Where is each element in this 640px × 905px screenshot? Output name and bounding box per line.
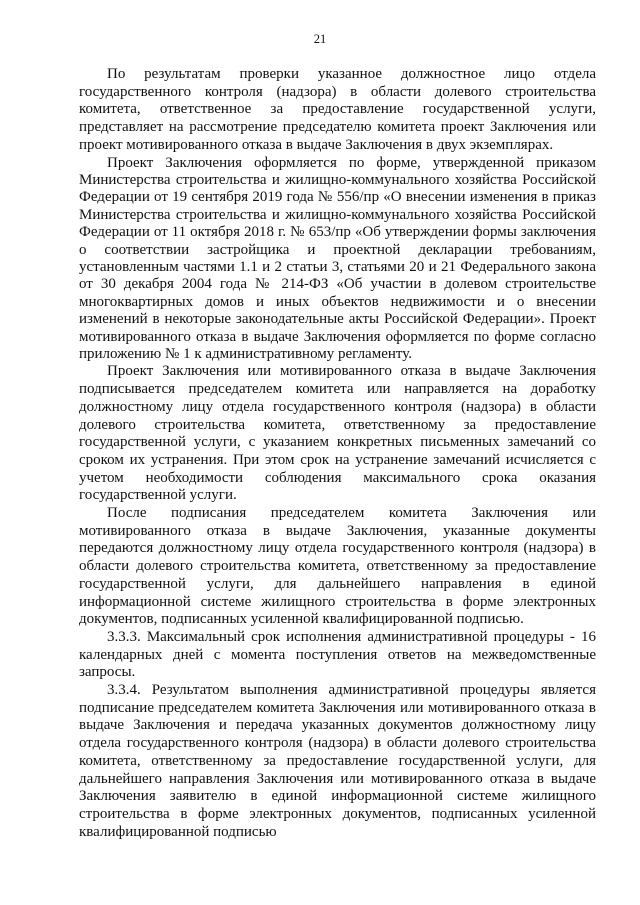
document-body <box>79 66 596 841</box>
paragraph-3-3-3: 3.3.3. Максимальный срок исполнения административной процедуры - 16 календарных дней с момента поступления ответов на межведомственные запросы. <box>79 628 596 681</box>
page-number: 21 <box>313 32 327 46</box>
paragraph-after-signing: После подписания председателем комитета Заключения или мотивированного отказа в выдаче Заключения, указанные документы передаются должностному лицу отдела государственного контроля (надзора) в области долевого строительства комитета, ответственному за предоставление государственной услуги, для дальнейшего направления в единой информационной системе жилищного строительства в форме электронных документов, подписанных усиленной квалифицированной подписью. <box>79 505 596 628</box>
paragraph-review-result: По результатам проверки указанное должностное лицо отдела государственного контроля (надзора) в области долевого строительства комитета, ответственное за предоставление государственной услуги, представляет на рассмотрение председателю комитета проект Заключения или проект мотивированного отказа в выдаче Заключения в двух экземплярах. <box>79 66 596 153</box>
paragraph-signing: Проект Заключения или мотивированного отказа в выдаче Заключения подписывается председателем комитета или направляется на доработку должностному лицу отдела государственного контроля (надзора) в области долевого строительства комитета, ответственному за предоставление государственной услуги, с указанием конкретных письменных замечаний со сроком их устранения. При этом срок на устранение замечаний исчисляется с учетом необходимости соблюдения максимального срока оказания государственной услуги. <box>79 363 596 504</box>
paragraph-conclusion-form: Проект Заключения оформляется по форме, утвержденной приказом Министерства строительства и жилищно-коммунального хозяйства Российской Федерации от 19 сентября 2019 года № 556/пр «О внесении изменения в приказ Министерства строительства и жилищно-коммунального хозяйства Российской Федерации от 11 октября 2018 г. № 653/пр «Об утверждении формы заключения о соответствии застройщика и проектной декларации требованиям, установленным частями 1.1 и 2 статьи 3, статьями 20 и 21 Федерального закона от 30 декабря 2004 года № 214-ФЗ «Об участии в долевом строительстве многоквартирных домов и иных объектов недвижимости и о внесении изменений в некоторые законодательные акты Российской Федерации». Проект мотивированного отказа в выдаче Заключения оформляется по форме согласно приложению № 1 к административному регламенту. <box>79 154 596 362</box>
paragraph-3-3-4: 3.3.4. Результатом выполнения административной процедуры является подписание председателем комитета Заключения или мотивированного отказа в выдаче Заключения и передача указанных документов должностному лицу отдела государственного контроля (надзора) в области долевого строительства комитета, ответственному за предоставление государственной услуги, для дальнейшего направления Заключения или мотивированного отказа в выдаче Заключения заявителю в единой информационной системе жилищного строительства в форме электронных документов, подписанных усиленной квалифицированной подписью <box>79 682 596 840</box>
